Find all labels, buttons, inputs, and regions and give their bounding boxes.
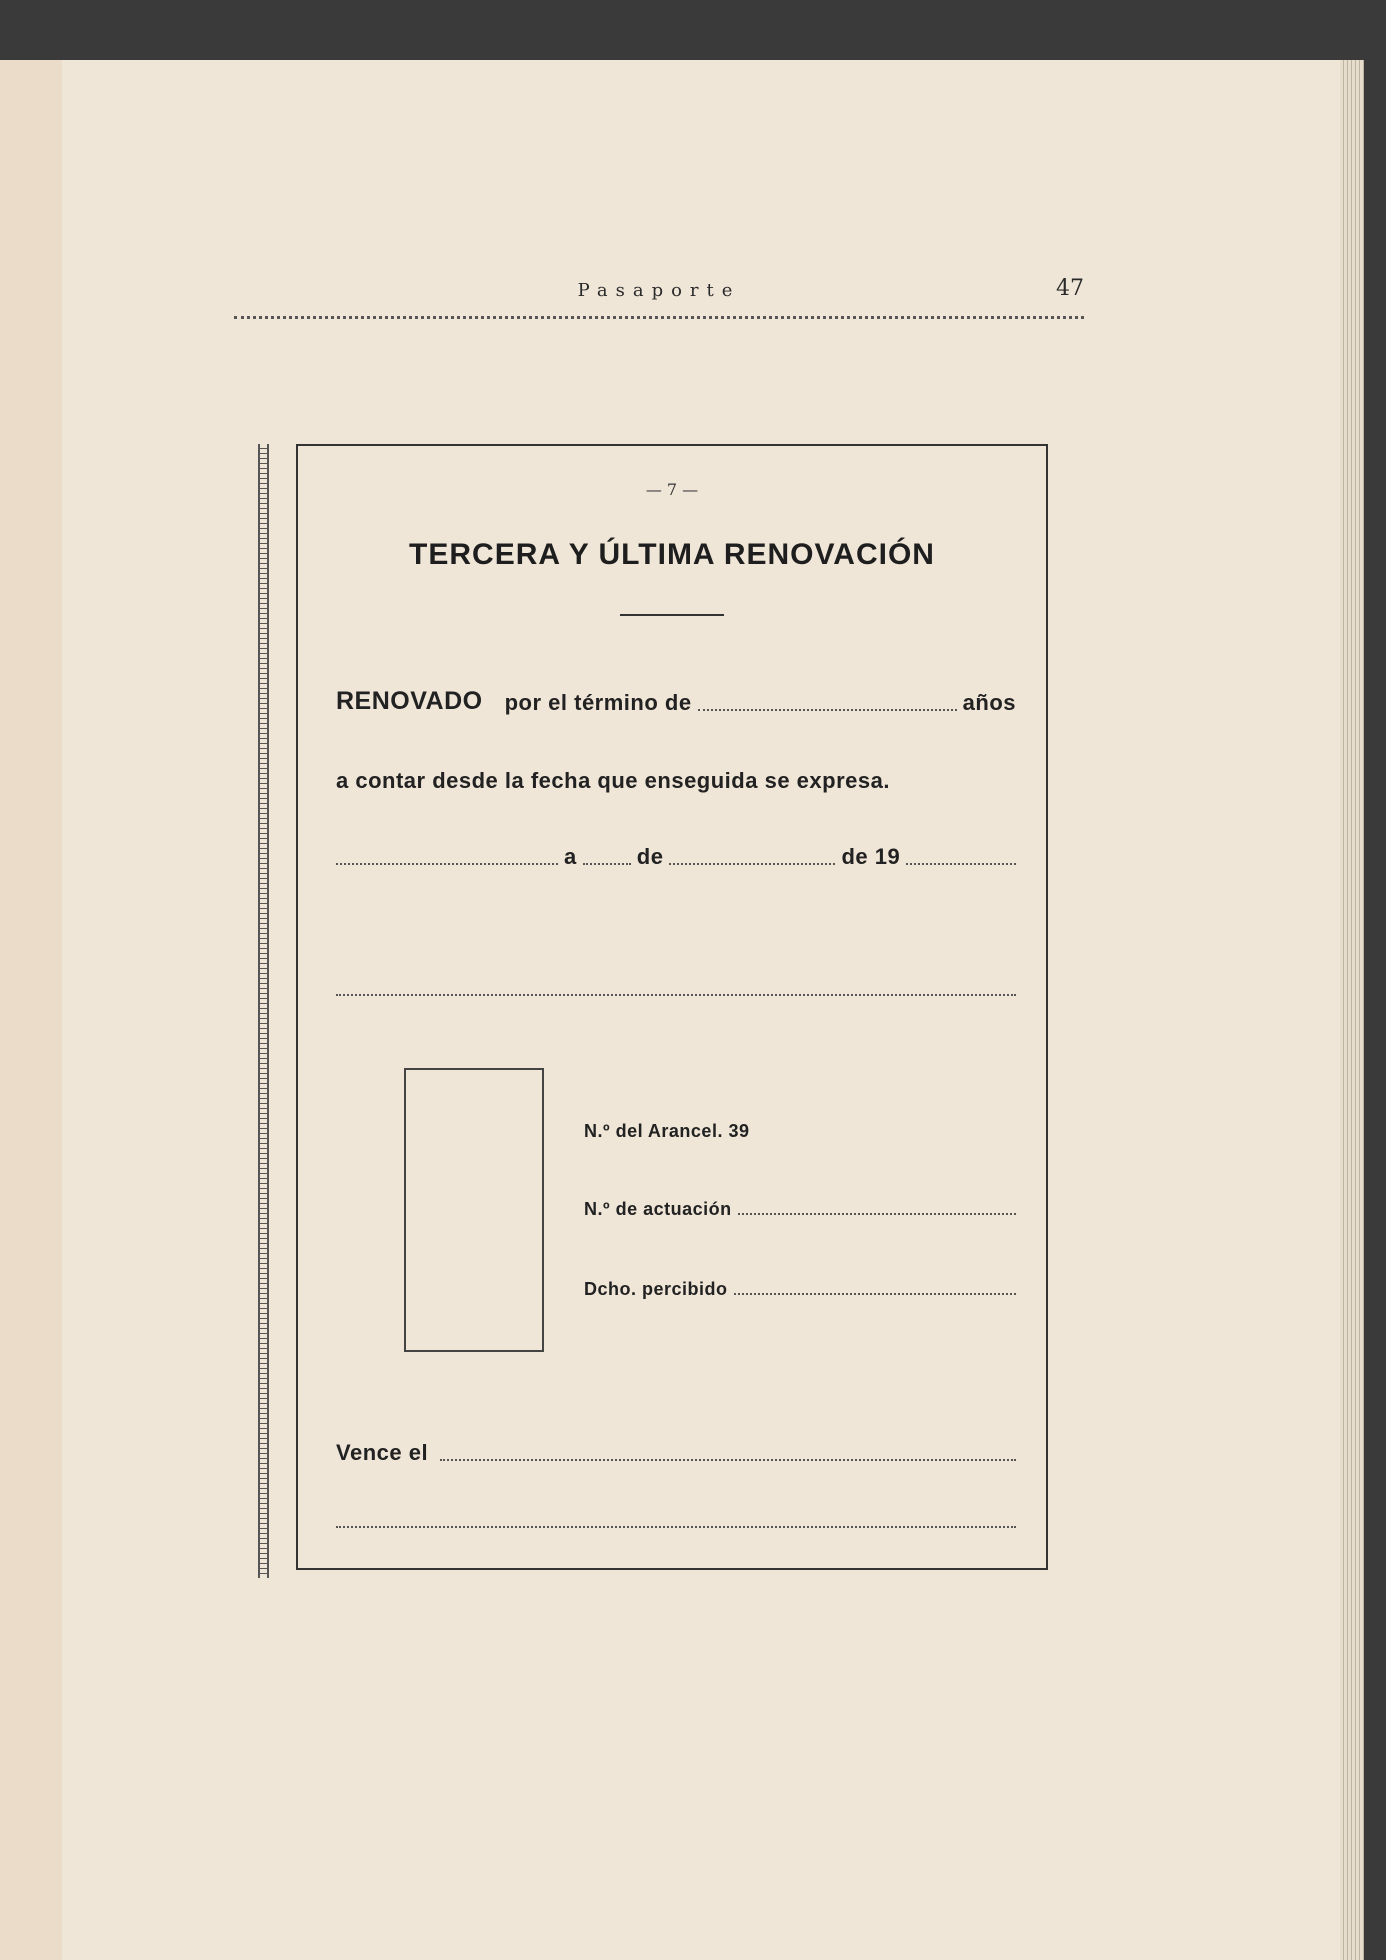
day-a-label: a bbox=[564, 844, 577, 869]
stamp-box bbox=[404, 1068, 544, 1352]
actuacion-line bbox=[584, 1192, 1016, 1220]
years-label: años bbox=[962, 690, 1016, 715]
derecho-label: Dcho. percibido bbox=[584, 1279, 728, 1299]
form-title: TERCERA Y ÚLTIMA RENOVACIÓN bbox=[409, 538, 935, 571]
place-date-line bbox=[336, 836, 1016, 870]
running-title: Pasaporte bbox=[577, 280, 741, 301]
year-blank[interactable] bbox=[906, 863, 1016, 865]
actuacion-blank[interactable] bbox=[738, 1213, 1016, 1215]
renewed-label: RENOVADO bbox=[336, 687, 483, 715]
month-de-label: de bbox=[636, 844, 664, 869]
signature-blank-line[interactable] bbox=[336, 994, 1016, 996]
renewal-form bbox=[296, 444, 1048, 1570]
page-stack-edge bbox=[1340, 60, 1364, 1960]
vence-line bbox=[336, 1432, 1016, 1466]
date-text-line bbox=[336, 760, 1016, 794]
vence-blank[interactable] bbox=[440, 1459, 1016, 1461]
place-blank[interactable] bbox=[336, 863, 558, 865]
date-text: a contar desde la fecha que enseguida se expresa. bbox=[336, 768, 890, 793]
left-page-edge bbox=[0, 60, 64, 1960]
vence-label: Vence el bbox=[336, 1440, 429, 1465]
page-number: 47 bbox=[1056, 276, 1084, 301]
derecho-blank[interactable] bbox=[734, 1293, 1016, 1295]
arancel-number-label: N.º del Arancel. 39 bbox=[584, 1121, 750, 1141]
renewal-term-line bbox=[336, 682, 1016, 716]
header-dotted-rule bbox=[234, 316, 1084, 319]
derecho-line bbox=[584, 1272, 1016, 1300]
year-de19-label: de 19 bbox=[841, 844, 901, 869]
month-blank[interactable] bbox=[669, 863, 835, 865]
form-number: — 7 — bbox=[645, 480, 699, 499]
final-blank-line[interactable] bbox=[336, 1526, 1016, 1528]
title-divider bbox=[620, 614, 724, 616]
actuacion-label: N.º de actuación bbox=[584, 1199, 732, 1219]
arancel-number-line bbox=[584, 1114, 1016, 1142]
term-text: por el término de bbox=[504, 690, 692, 715]
day-blank[interactable] bbox=[583, 863, 631, 865]
perforation-strip bbox=[258, 444, 269, 1578]
page-header bbox=[234, 276, 1084, 320]
years-blank[interactable] bbox=[698, 709, 957, 711]
